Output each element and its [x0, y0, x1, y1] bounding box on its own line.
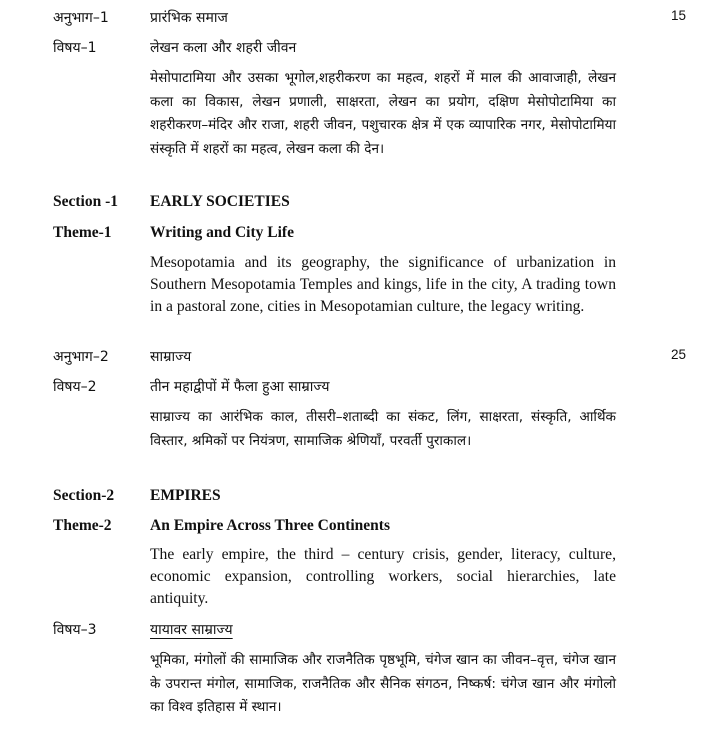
theme-1-title-en: Writing and City Life [150, 224, 294, 241]
section-1-label: Section -1 [53, 193, 119, 210]
unit-1-label-hi: अनुभाग–1 [53, 10, 109, 26]
theme-3-label-hi: विषय–3 [53, 622, 97, 638]
theme-3-description-hi: भूमिका, मंगोलों की सामाजिक और राजनैतिक पृष्ठभूमि, चंगेज खान का जीवन–वृत्त, चंगेज खान के उपरान्त मंगोल, सामाजिक, राजनैतिक और सैनिक संगठन, निष्कर्ष: चंगेज खान और मंगोलो का विश्व इतिहास में स्थान। [150, 652, 616, 716]
theme-2-label-en: Theme-2 [53, 517, 112, 534]
theme-2-description-en: The early empire, the third – century crisis, gender, literacy, culture, economic expansion, controlling workers, social hierarchies, late antiquity. [150, 546, 616, 607]
unit-1-marks: 15 [670, 8, 686, 23]
theme-2-title-en: An Empire Across Three Continents [150, 517, 390, 534]
unit-1-title-hi: प्रारंभिक समाज [150, 10, 228, 26]
theme-3-title-hi: यायावर साम्राज्य [150, 622, 233, 638]
unit-2-title-hi: साम्राज्य [150, 349, 192, 365]
theme-1-label-hi: विषय–1 [53, 40, 97, 56]
theme-1-description-hi: मेसोपाटामिया और उसका भूगोल,शहरीकरण का महत्व, शहरों में माल की आवाजाही, लेखन कला का विकास, लेखन प्रणाली, साक्षरता, लेखन का प्रयोग, दक्षिण मेसोपोटामिया का शहरीकरण–मंदिर और राजा, शहरी जीवन, पशुचारक क्षेत्र में एक व्यापारिक नगर, मेसोपोटामिया संस्कृति में शहरों का महत्व, लेखन कला की देन। [150, 70, 616, 157]
theme-2-title-hi: तीन महाद्वीपों में फैला हुआ साम्राज्य [150, 379, 330, 395]
section-1-title: EARLY SOCIETIES [150, 193, 290, 210]
unit-2-label-hi: अनुभाग–2 [53, 349, 109, 365]
theme-1-title-hi: लेखन कला और शहरी जीवन [150, 40, 297, 56]
section-2-title: EMPIRES [150, 487, 221, 504]
theme-2-label-hi: विषय–2 [53, 379, 97, 395]
theme-2-description-hi: साम्राज्य का आरंभिक काल, तीसरी–शताब्दी का संकट, लिंग, साक्षरता, संस्कृति, आर्थिक विस्तार, श्रमिकों पर नियंत्रण, सामाजिक श्रेणियाँ, परवर्ती पुराकाल। [150, 409, 616, 449]
unit-2-marks: 25 [670, 347, 686, 362]
theme-1-description-en: Mesopotamia and its geography, the significance of urbanization in Southern Mesopotamia Temples and kings, life in the city, A trading town in a pastoral zone, cities in Mesopotamian culture, the legacy writing. [150, 254, 616, 315]
theme-1-label-en: Theme-1 [53, 224, 112, 241]
section-2-label: Section-2 [53, 487, 115, 504]
